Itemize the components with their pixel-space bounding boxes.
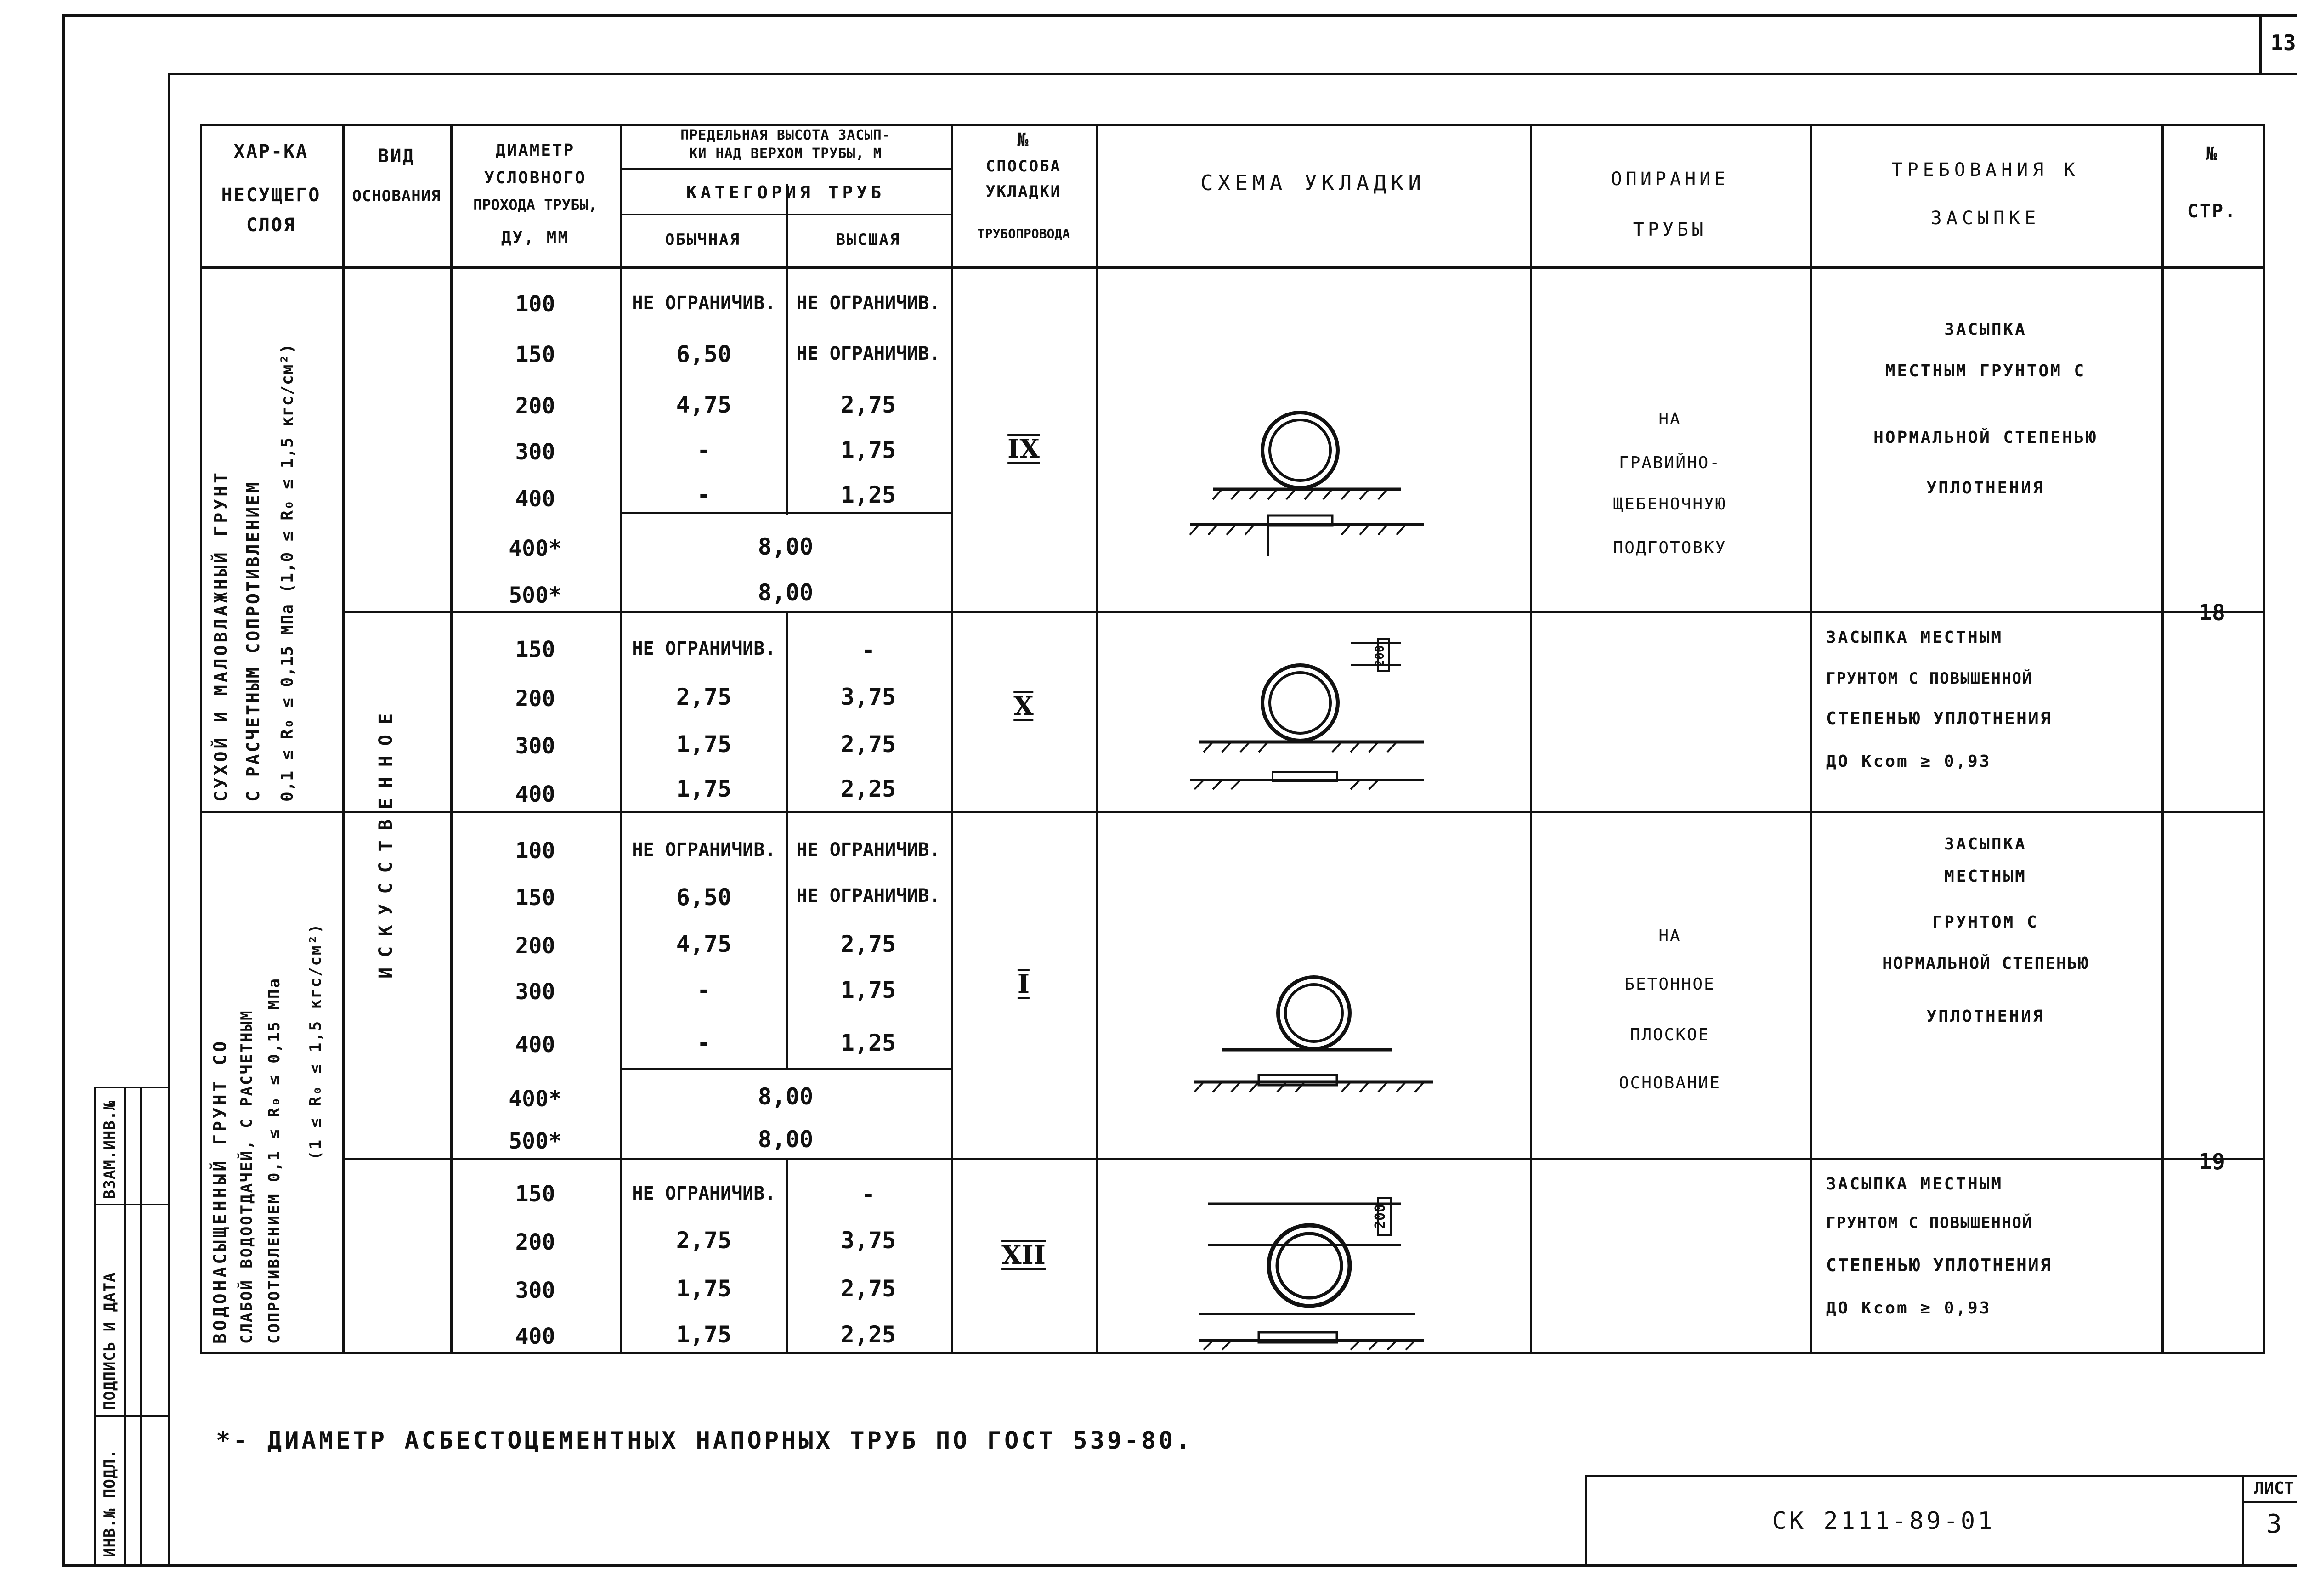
row-ordinary-height: -	[696, 977, 711, 1003]
row-combined-height: 8,00	[758, 1083, 814, 1110]
row-higher-height: 2,75	[840, 731, 896, 758]
header-method-4: ТРУБОПРОВОДА	[977, 226, 1070, 241]
pipe-outer-circle	[1262, 665, 1338, 741]
table-hline-header-mid2	[620, 214, 952, 215]
header-soil-2: НЕСУЩЕГО	[221, 185, 321, 206]
backfill-g1-2: МЕСТНЫМ ГРУНТОМ С	[1885, 362, 2086, 380]
header-diam-2: УСЛОВНОГО	[484, 169, 587, 187]
table-vline-7	[1530, 124, 1532, 1353]
soil-bottom-line-4: (1 ≤ R₀ ≤ 1,5 кгс/см²)	[306, 923, 325, 1160]
pipe-outer-circle	[1262, 413, 1338, 488]
row-ordinary-height: 2,75	[676, 684, 732, 710]
row-combined-height: 8,00	[758, 1126, 814, 1153]
soil-bottom-line-1: ВОДОНАСЫЩЕННЫЙ ГРУНТ СО	[210, 1038, 230, 1344]
row-higher-height: -	[861, 1181, 876, 1208]
stamp-frame-left	[94, 1087, 96, 1564]
table-hline-top	[200, 124, 2265, 126]
stamp-sep1	[94, 1204, 170, 1205]
title-block-top	[1585, 1475, 2297, 1477]
row-diameter: 100	[515, 291, 555, 317]
backfill-g1-1: ЗАСЫПКА	[1944, 320, 2027, 339]
table-vline-6	[1096, 124, 1098, 1353]
table-hline-g1-end	[342, 611, 2265, 613]
support-top-1: НА	[1658, 410, 1681, 429]
document-code: СК 2111-89-01	[1772, 1507, 1995, 1535]
row-higher-height: НЕ ОГРАНИЧИВ.	[796, 885, 940, 906]
backfill-g3-2: МЕСТНЫМ	[1944, 867, 2027, 886]
base-label: ИСКУССТВЕННОЕ	[375, 703, 396, 979]
header-higher: ВЫСШАЯ	[836, 231, 901, 249]
footnote: *- ДИАМЕТР АСБЕСТОЦЕМЕНТНЫХ НАПОРНЫХ ТРУБ ПО ГОСТ 539-80.	[216, 1427, 1193, 1455]
stamp-replacement-label: ВЗАМ.ИНВ.№	[101, 1100, 119, 1199]
row-ordinary-height: 1,75	[676, 1275, 732, 1302]
header-diam-4: ДУ, ММ	[501, 228, 570, 247]
method-number-g2: X	[1013, 691, 1034, 721]
row-diameter-star: 500*	[509, 583, 562, 608]
backfill-g1-4: УПЛОТНЕНИЯ	[1926, 479, 2045, 498]
row-diameter: 200	[515, 393, 555, 419]
table-vline-4	[786, 184, 788, 515]
method-number-g3: I	[1017, 969, 1030, 999]
row-higher-height: 1,75	[840, 977, 896, 1003]
row-combined-height: 8,00	[758, 579, 814, 606]
row-diameter: 100	[515, 838, 555, 864]
soil-bottom-line-3: СОПРОТИВЛЕНИЕМ 0,1 ≤ R₀ ≤ 0,15 МПа	[265, 977, 283, 1344]
row-ordinary-height: 6,50	[676, 884, 732, 911]
header-support-2: ТРУБЫ	[1633, 219, 1707, 240]
pipe-inner-circle	[1285, 985, 1342, 1041]
sheet-label: ЛИСТ	[2254, 1479, 2294, 1498]
table-vline-3	[620, 124, 622, 1353]
row-ordinary-height: -	[696, 1030, 711, 1056]
support-top-2: ГРАВИЙНО-	[1618, 453, 1721, 472]
table-hline-header	[200, 266, 2265, 269]
row-ordinary-height: 2,75	[676, 1227, 732, 1254]
row-ordinary-height: НЕ ОГРАНИЧИВ.	[632, 1183, 776, 1204]
table-vline-9	[2161, 124, 2164, 1353]
row-diameter-star: 400*	[509, 536, 562, 561]
header-diam-1: ДИАМЕТР	[495, 141, 575, 160]
row-diameter: 300	[515, 979, 555, 1005]
row-diameter: 400	[515, 1032, 555, 1058]
backfill-g3-3: ГРУНТОМ С	[1932, 913, 2039, 932]
method-number-g1: IX	[1007, 434, 1040, 464]
row-ordinary-height: 1,75	[676, 731, 732, 758]
row-ordinary-height: 6,50	[676, 341, 732, 368]
title-block-sheet-sep	[2242, 1501, 2297, 1503]
outer-frame-left	[62, 14, 65, 1567]
pipe-inner-circle	[1270, 420, 1330, 481]
sheet-number: 3	[2266, 1509, 2282, 1539]
table-vline-2	[450, 124, 453, 1353]
laying-scheme-gravel-compacted	[1185, 634, 1443, 799]
row-combined-height: 8,00	[758, 533, 814, 560]
table-vline-0	[200, 124, 202, 1353]
row-diameter-star: 500*	[509, 1128, 562, 1154]
laying-scheme-gravel	[1185, 404, 1443, 570]
row-higher-height: -	[861, 637, 876, 663]
page-number: 13	[2270, 30, 2296, 55]
table-vline-4b	[786, 611, 788, 1070]
laying-scheme-concrete-compacted	[1185, 1176, 1443, 1351]
stamp-sep2	[94, 1415, 170, 1417]
row-diameter: 150	[515, 342, 555, 368]
header-method-2: СПОСОБА	[985, 157, 1062, 175]
header-page-1: №	[2206, 143, 2218, 164]
soil-bottom-line-2: СЛАБОЙ ВОДООТДАЧЕЙ, С РАСЧЕТНЫМ	[238, 1009, 256, 1344]
row-higher-height: НЕ ОГРАНИЧИВ.	[796, 839, 940, 860]
row-diameter: 400	[515, 486, 555, 512]
backfill-g2-3: СТЕПЕНЬЮ УПЛОТНЕНИЯ	[1826, 708, 2052, 729]
table-vline-5	[951, 124, 953, 1353]
row-ordinary-height: НЕ ОГРАНИЧИВ.	[632, 638, 776, 659]
table-hline-g1-star	[620, 512, 952, 514]
row-diameter: 400	[515, 781, 555, 807]
header-page-2: СТР.	[2187, 201, 2237, 222]
row-ordinary-height: НЕ ОГРАНИЧИВ.	[632, 293, 776, 314]
backfill-g1-3: НОРМАЛЬНОЙ СТЕПЕНЬЮ	[1873, 428, 2098, 447]
dimension-label: 200	[1373, 645, 1387, 667]
table-vline-8	[1810, 124, 1812, 1353]
row-diameter: 200	[515, 1229, 555, 1255]
support-top-4: ПОДГОТОВКУ	[1613, 538, 1727, 557]
page-ref-bottom: 19	[2199, 1149, 2225, 1175]
table-vline-10	[2263, 124, 2265, 1353]
stamp-inventory-label: ИНВ.№ ПОДЛ.	[101, 1449, 119, 1557]
stamp-frame-top	[94, 1087, 170, 1088]
row-higher-height: 2,25	[840, 775, 896, 802]
table-vline-4c	[786, 1158, 788, 1353]
support-bottom-1: НА	[1658, 927, 1681, 945]
backfill-g3-5: УПЛОТНЕНИЯ	[1926, 1007, 2045, 1026]
table-hline-g3-star	[620, 1068, 952, 1070]
row-higher-height: 3,75	[840, 684, 896, 710]
page-ref-top: 18	[2199, 600, 2225, 626]
page-number-box-left	[2259, 14, 2262, 73]
laying-scheme-concrete	[1185, 969, 1443, 1107]
outer-frame-top	[62, 14, 2297, 17]
table-hline-g3-end	[342, 1158, 2265, 1160]
row-higher-height: 2,75	[840, 391, 896, 418]
backfill-g3-4: НОРМАЛЬНОЙ СТЕПЕНЬЮ	[1882, 954, 2089, 973]
method-number-g4: XII	[1001, 1240, 1046, 1270]
row-diameter: 300	[515, 1278, 555, 1303]
row-higher-height: НЕ ОГРАНИЧИВ.	[796, 293, 940, 314]
pipe-outer-circle	[1269, 1225, 1350, 1306]
backfill-g3-1: ЗАСЫПКА	[1944, 835, 2027, 854]
header-backfill-1: ТРЕБОВАНИЯ К	[1891, 159, 2080, 181]
header-backfill-2: ЗАСЫПКЕ	[1930, 208, 2041, 229]
row-diameter: 200	[515, 686, 555, 712]
row-higher-height: 1,25	[840, 1030, 896, 1056]
row-ordinary-height: 1,75	[676, 1321, 732, 1348]
header-height-2: КИ НАД ВЕРХОМ ТРУБЫ, М	[689, 146, 882, 162]
pipe-inner-circle	[1270, 673, 1330, 733]
soil-top-line-2: С РАСЧЕТНЫМ СОПРОТИВЛЕНИЕМ	[243, 481, 263, 802]
row-ordinary-height: 1,75	[676, 775, 732, 802]
table-hline-bottom	[200, 1352, 2265, 1354]
table-hline-soil-split	[200, 811, 2265, 813]
soil-top-line-1: СУХОЙ И МАЛОВЛАЖНЫЙ ГРУНТ	[211, 470, 231, 802]
header-scheme: СХЕМА УКЛАДКИ	[1200, 170, 1426, 195]
row-diameter: 300	[515, 439, 555, 465]
header-base-1: ВИД	[378, 146, 415, 167]
header-method-1: №	[1017, 130, 1030, 151]
row-ordinary-height: НЕ ОГРАНИЧИВ.	[632, 839, 776, 860]
pipe-outer-circle	[1278, 977, 1350, 1049]
row-diameter: 200	[515, 933, 555, 959]
backfill-g2-2: ГРУНТОМ С ПОВЫШЕННОЙ	[1826, 669, 2033, 688]
inner-frame-left	[168, 73, 170, 1565]
dimension-label: 200	[1372, 1204, 1388, 1229]
support-top-3: ЩЕБЕНОЧНУЮ	[1613, 495, 1727, 514]
outer-frame-bottom	[62, 1564, 2297, 1567]
backfill-g4-3: СТЕПЕНЬЮ УПЛОТНЕНИЯ	[1826, 1255, 2052, 1275]
row-ordinary-height: -	[696, 437, 711, 464]
backfill-g2-1: ЗАСЫПКА МЕСТНЫМ	[1826, 628, 2003, 647]
header-base-2: ОСНОВАНИЯ	[352, 187, 441, 205]
pipe-inner-circle	[1277, 1234, 1341, 1298]
header-ordinary: ОБЫЧНАЯ	[665, 231, 741, 249]
backfill-g4-1: ЗАСЫПКА МЕСТНЫМ	[1826, 1175, 2003, 1194]
row-diameter-star: 400*	[509, 1086, 562, 1112]
table-hline-header-mid1	[620, 168, 952, 170]
header-category: КАТЕГОРИЯ ТРУБ	[686, 182, 885, 203]
row-higher-height: 1,75	[840, 437, 896, 464]
support-bottom-3: ПЛОСКОЕ	[1630, 1025, 1710, 1044]
stamp-frame-mid1	[124, 1087, 126, 1564]
row-ordinary-height: 4,75	[676, 931, 732, 957]
support-bottom-2: БЕТОННОЕ	[1624, 975, 1715, 994]
table-vline-1	[342, 124, 345, 1353]
row-higher-height: 1,25	[840, 481, 896, 508]
row-higher-height: 3,75	[840, 1227, 896, 1254]
inner-frame-top	[168, 73, 2297, 75]
title-block-left	[1585, 1475, 1587, 1565]
header-support-1: ОПИРАНИЕ	[1611, 169, 1729, 190]
row-ordinary-height: -	[696, 481, 711, 508]
row-diameter: 300	[515, 733, 555, 759]
row-diameter: 150	[515, 1181, 555, 1207]
title-block-sheet-left	[2242, 1475, 2244, 1565]
header-height-1: ПРЕДЕЛЬНАЯ ВЫСОТА ЗАСЫП-	[680, 127, 891, 143]
row-higher-height: НЕ ОГРАНИЧИВ.	[796, 343, 940, 364]
row-higher-height: 2,25	[840, 1321, 896, 1348]
header-soil-3: СЛОЯ	[246, 215, 296, 236]
stamp-signature-label: ПОДПИСЬ И ДАТА	[101, 1272, 119, 1410]
backfill-g4-4: ДО Kcom ≥ 0,93	[1826, 1299, 1991, 1318]
support-bottom-4: ОСНОВАНИЕ	[1618, 1074, 1721, 1092]
row-ordinary-height: 4,75	[676, 391, 732, 418]
header-diam-3: ПРОХОДА ТРУБЫ,	[473, 196, 597, 214]
header-soil-1: ХАР-КА	[233, 141, 309, 162]
backfill-g2-4: ДО Kcom ≥ 0,93	[1826, 752, 1991, 771]
stamp-frame-mid2	[140, 1087, 142, 1564]
row-higher-height: 2,75	[840, 1275, 896, 1302]
backfill-g4-2: ГРУНТОМ С ПОВЫШЕННОЙ	[1826, 1214, 2033, 1232]
header-method-3: УКЛАДКИ	[985, 182, 1062, 201]
row-diameter: 150	[515, 637, 555, 662]
row-higher-height: 2,75	[840, 931, 896, 957]
row-diameter: 150	[515, 885, 555, 911]
row-diameter: 400	[515, 1324, 555, 1349]
soil-top-line-3: 0,1 ≤ R₀ ≤ 0,15 МПа (1,0 ≤ R₀ ≤ 1,5 кгс/см²)	[278, 343, 297, 802]
